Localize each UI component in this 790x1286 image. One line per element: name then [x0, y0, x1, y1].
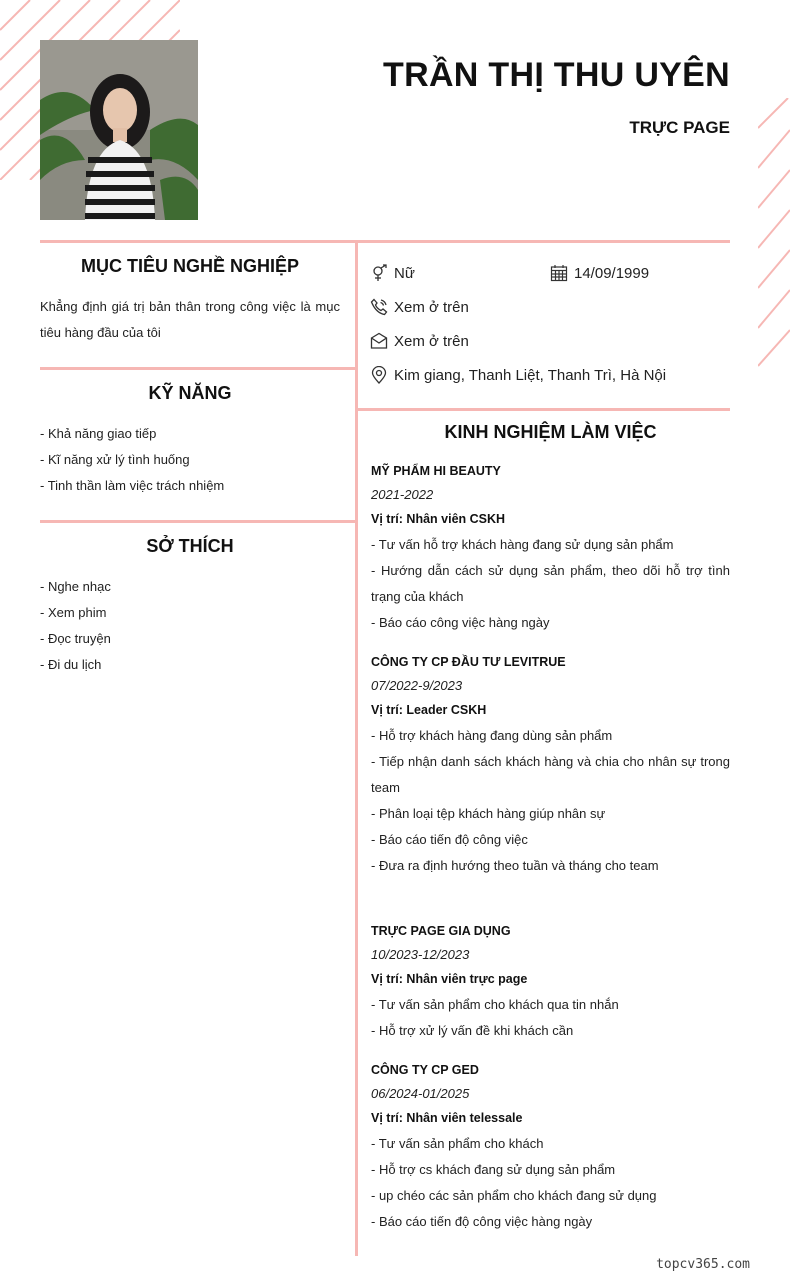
job-company: MỸ PHẨM HI BEAUTY	[371, 464, 501, 478]
list-item: - Tiếp nhận danh sách khách hàng và chia cho nhân sự trong team	[371, 754, 730, 795]
phone-icon	[370, 298, 388, 316]
job-role: Vị trí: Nhân viên trực page	[371, 972, 528, 986]
job-time: 2021-2022	[371, 487, 434, 502]
list-item: - Tư vấn hỗ trợ khách hàng đang sử dụng sản phẩm	[371, 537, 674, 552]
birthday-value: 14/09/1999	[574, 264, 650, 282]
job-role: Vị trí: Nhân viên CSKH	[371, 512, 506, 526]
job-entry	[371, 920, 730, 1044]
job-entry	[371, 460, 730, 636]
job-company: CÔNG TY CP GED	[371, 1063, 479, 1077]
list-item: - Đọc truyện	[40, 631, 111, 646]
list-item: - Tư vấn sản phẩm cho khách	[371, 1136, 544, 1151]
job-duties	[371, 1131, 730, 1235]
job-time: 06/2024-01/2025	[371, 1086, 470, 1101]
phone-value: Xem ở trên	[394, 298, 469, 316]
email-value: Xem ở trên	[394, 332, 469, 350]
list-item: - up chéo các sản phẩm cho khách đang sử dụng	[371, 1188, 657, 1203]
phone-row	[370, 298, 469, 316]
list-item: - Tư vấn sản phẩm cho khách qua tin nhắn	[371, 997, 619, 1012]
job-entry	[371, 1059, 730, 1235]
job-entry	[371, 651, 730, 879]
objective-title: MỤC TIÊU NGHỀ NGHIỆP	[80, 256, 299, 276]
address-value: Kim giang, Thanh Liệt, Thanh Trì, Hà Nội	[394, 366, 667, 384]
list-item: - Nghe nhạc	[40, 579, 111, 594]
skills-title: KỸ NĂNG	[148, 383, 232, 403]
calendar-icon	[550, 264, 568, 282]
job-duties	[371, 992, 730, 1044]
list-item: - Kĩ năng xử lý tình huống	[40, 452, 190, 467]
decorative-stripes-right	[758, 98, 790, 368]
job-role: Vị trí: Leader CSKH	[371, 703, 487, 717]
objective-text: Khẳng định giá trị bản thân trong công việc là mục tiêu hàng đầu của tôi	[40, 299, 340, 340]
list-item: - Xem phim	[40, 605, 107, 620]
job-duties	[371, 723, 730, 879]
email-icon	[370, 332, 388, 350]
email-row	[370, 332, 469, 350]
job-time: 10/2023-12/2023	[371, 947, 470, 962]
candidate-position: TRỰC PAGE	[629, 118, 730, 137]
candidate-name: TRẦN THỊ THU UYÊN	[383, 56, 730, 94]
skills-list	[40, 421, 340, 499]
divider	[40, 240, 730, 243]
list-item: - Hướng dẫn cách sử dụng sản phẩm, theo dõi hỗ trợ tình trạng của khách	[371, 563, 730, 604]
job-role: Vị trí: Nhân viên telessale	[371, 1111, 523, 1125]
divider	[357, 408, 730, 411]
list-item: - Phân loại tệp khách hàng giúp nhân sự	[371, 806, 606, 821]
column-divider	[355, 240, 358, 1256]
job-time: 07/2022-9/2023	[371, 678, 463, 693]
job-company: CÔNG TY CP ĐẦU TƯ LEVITRUE	[371, 655, 566, 669]
divider	[40, 520, 357, 523]
job-duties	[371, 532, 730, 636]
birthday-row	[550, 264, 649, 282]
gender-value: Nữ	[394, 264, 415, 282]
divider	[40, 367, 357, 370]
experience-title: KINH NGHIỆM LÀM VIỆC	[444, 422, 657, 442]
gender-icon	[370, 264, 388, 282]
hobbies-list	[40, 574, 340, 678]
list-item: - Hỗ trợ khách hàng đang dùng sản phẩm	[371, 728, 613, 743]
list-item: - Đi du lịch	[40, 657, 102, 672]
list-item: - Báo cáo tiến độ công việc	[371, 832, 528, 847]
location-icon	[370, 366, 388, 384]
list-item: - Tinh thần làm việc trách nhiệm	[40, 478, 225, 493]
list-item: - Hỗ trợ xử lý vấn đề khi khách cần	[371, 1023, 574, 1038]
gender-row	[370, 264, 415, 282]
address-row	[370, 366, 666, 384]
profile-photo	[40, 40, 198, 220]
watermark: topcv365.com	[656, 1257, 750, 1272]
hobbies-title: SỞ THÍCH	[146, 536, 234, 556]
list-item: - Khả năng giao tiếp	[40, 426, 157, 441]
job-company: TRỰC PAGE GIA DỤNG	[371, 924, 511, 938]
list-item: - Hỗ trợ cs khách đang sử dụng sản phẩm	[371, 1162, 616, 1177]
list-item: - Báo cáo tiến độ công việc hàng ngày	[371, 1214, 593, 1229]
list-item: - Báo cáo công việc hàng ngày	[371, 615, 550, 630]
list-item: - Đưa ra định hướng theo tuần và tháng cho team	[371, 858, 659, 873]
